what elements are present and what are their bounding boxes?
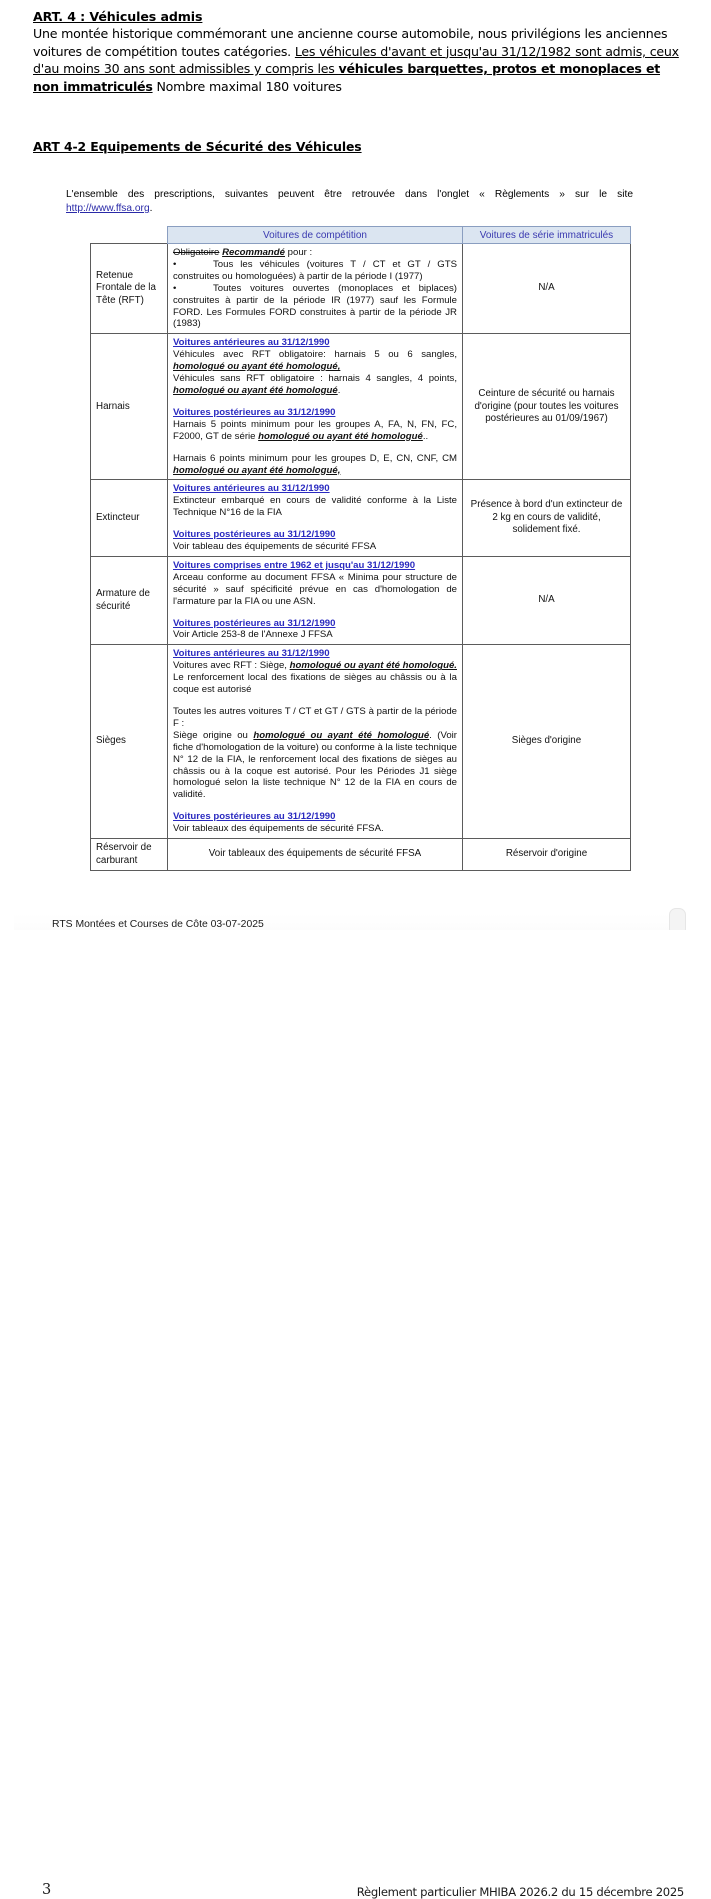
extincteur-sub2-title: Voitures postérieures au 31/12/1990	[173, 529, 336, 541]
table-row	[91, 839, 631, 871]
extincteur-sub1-text: Extincteur embarqué en cours de validité conforme à la Liste Technique N°16 de la FIA	[173, 495, 457, 519]
sieges-sub2-title: Voitures postérieures au 31/12/1990	[173, 811, 336, 823]
table-row	[91, 480, 631, 557]
header-registered-cars: Voitures de série immatriculés	[463, 227, 631, 244]
document-reference: Règlement particulier MHIBA 2026.2 du 15 décembre 2025	[356, 1885, 684, 1899]
sieges-sub1-emph-a: homologué ou ayant été homologué.	[289, 660, 457, 672]
rft-emph-word: Recommandé	[222, 247, 285, 258]
article-4-block	[33, 8, 683, 95]
rft-bullet-2-text: Toutes voitures ouvertes (monoplaces et biplaces) construites à partir de la période IR (1977) sauf les Formule FORD. Les Formules FORD construites à partir de la période JR (1983)	[173, 282, 457, 330]
row-competition-rft	[168, 244, 463, 334]
harnais-sub2-a	[173, 419, 457, 443]
table-header-row	[91, 227, 631, 244]
armature-sub1-text: Arceau conforme au document FFSA « Minima pour structure de sécurité » sauf spécificité prévue en cas d'homologation de l'armature par la FIA ou une ASN.	[173, 571, 457, 607]
article-4-title: ART. 4 : Véhicules admis	[33, 9, 203, 24]
header-category	[91, 227, 168, 244]
table-row	[91, 244, 631, 334]
sieges-sub1-body	[173, 660, 457, 696]
row-competition-harnais	[168, 334, 463, 480]
ffsa-website-link[interactable]: http://www.ffsa.org	[66, 203, 150, 214]
viewer-bottom-bar	[0, 930, 711, 1899]
harnais-sub1-title: Voitures antérieures au 31/12/1990	[173, 337, 330, 349]
harnais-sub2-emph-b: homologué ou ayant été homologué,	[173, 464, 341, 476]
rft-bullet-1: • Tous les véhicules (voitures T / CT et GT / GTS construites ou homologuées) à partir de la période I (1977)	[173, 258, 457, 282]
prescriptions-period: .	[149, 203, 153, 214]
harnais-sub1-emph-b: homologué ou ayant été homologué	[173, 384, 338, 396]
page-number: 3	[42, 1882, 52, 1898]
row-category-rft: Retenue Frontale de la Tête (RFT)	[91, 244, 168, 334]
armature-sub2-text: Voir Article 253-8 de l'Annexe J FFSA	[173, 629, 333, 641]
article-4-intro-text: Une montée historique commémorant une ancienne course automobile, nous privilégions les anciennes voitures de compétition toutes catégories.	[33, 26, 668, 59]
row-registered-harnais: Ceinture de sécurité ou harnais d'origine (pour toutes les voitures postérieures au 01/09/1967)	[463, 334, 631, 480]
rft-strike-word: Obligatoire	[173, 247, 220, 258]
sheet-footer-text: RTS Montées et Courses de Côte 03-07-2025	[52, 919, 264, 930]
table-row	[91, 334, 631, 480]
row-category-armature: Armature de sécurité	[91, 556, 168, 644]
harnais-sub2-text-b: Harnais 6 points minimum pour les groupes D, E, CN, CNF, CM	[173, 452, 457, 464]
harnais-sub1-text-a: Véhicules avec RFT obligatoire: harnais 5 ou 6 sangles,	[173, 349, 457, 361]
article-4-bold-text: véhicules barquettes, protos et monoplaces et non immatriculés	[33, 61, 661, 94]
article-4-paragraph	[33, 25, 683, 95]
harnais-sub2-emph-a: homologué ou ayant été homologué	[258, 430, 423, 442]
row-registered-reservoir: Réservoir d'origine	[463, 839, 631, 871]
armature-sub2-title: Voitures postérieures au 31/12/1990	[173, 617, 336, 629]
row-category-extincteur: Extincteur	[91, 480, 168, 557]
row-competition-reservoir: Voir tableaux des équipements de sécurité FFSA	[168, 839, 463, 871]
harnais-sub2-text-a: Harnais 5 points minimum pour les groupes A, FA, N, FN, FC, F2000, GT de série	[173, 418, 457, 442]
row-competition-sieges	[168, 645, 463, 839]
safety-equipment-table	[90, 226, 631, 871]
row-category-sieges: Sièges	[91, 645, 168, 839]
header-competition-cars: Voitures de compétition	[168, 227, 463, 244]
row-competition-extincteur	[168, 480, 463, 557]
harnais-sub1-emph-a: homologué ou ayant été homologué,	[173, 361, 341, 373]
harnais-sub2-title: Voitures postérieures au 31/12/1990	[173, 406, 336, 418]
harnais-sub2-b	[173, 453, 457, 477]
sieges-sub1-title: Voitures antérieures au 31/12/1990	[173, 648, 330, 660]
sieges-sub1-text-a: Voitures avec RFT : Siège,	[173, 660, 290, 672]
sieges-para2-c: . (Voir fiche d'homologation de la voiture) ou conforme à la liste technique N° 12 de la FIA, le renforcement local des fixations de sièges au châssis ou à la coque est autorisé. Pour les Périodes J1 siège homologué selon la liste technique N° 12 de la FIA en cours de validité.	[173, 729, 457, 801]
prescriptions-line-1: L'ensemble des prescriptions, suivantes peuvent être retrouvée dans l'onglet « Règlements » sur le site	[66, 189, 633, 200]
rft-lead	[173, 247, 457, 259]
sieges-para2-body	[173, 730, 457, 801]
harnais-sub1-text-b: Véhicules sans RFT obligatoire : harnais 4 sangles, 4 points,	[173, 373, 457, 385]
harnais-sub2-tail-a: ..	[422, 430, 429, 442]
sieges-para2-emph: homologué ou ayant été homologué	[253, 729, 430, 741]
article-4-2-title: ART 4-2 Equipements de Sécurité des Véhicules	[33, 139, 362, 154]
document-page	[0, 0, 711, 930]
prescriptions-paragraph	[66, 188, 633, 216]
row-competition-armature	[168, 556, 463, 644]
armature-sub1-title: Voitures comprises entre 1962 et jusqu'au 31/12/1990	[173, 559, 416, 571]
rft-bullet-1-text: Tous les véhicules (voitures T / CT et GT / GTS construites ou homologuées) à partir de la période I (1977)	[173, 258, 457, 282]
rft-lead-tail: pour :	[285, 247, 313, 258]
rft-bullet-2: • Toutes voitures ouvertes (monoplaces et biplaces) construites à partir de la période IR (1977) sauf les Formule FORD. Les Formules FORD construites à partir de la période JR (1983)	[173, 282, 457, 330]
sieges-sub1-text-b: Le renforcement local des fixations de sièges au châssis ou à la coque est autorisé	[173, 672, 457, 696]
harnais-sub1-tail-b: .	[337, 384, 341, 396]
sieges-sub2-text: Voir tableaux des équipements de sécurité FFSA.	[173, 823, 384, 835]
sieges-para2-a: Toutes les autres voitures T / CT et GT / GTS à partir de la période F :	[173, 706, 457, 729]
row-category-harnais: Harnais	[91, 334, 168, 480]
row-category-reservoir: Réservoir de carburant	[91, 839, 168, 871]
article-4-tail-text: Nombre maximal 180 voitures	[152, 78, 342, 94]
article-4-underlined-text: Les véhicules d'avant et jusqu'au 31/12/1982 sont admis, ceux d'au moins 30 ans sont admissibles y compris les	[33, 43, 679, 77]
harnais-sub1-b	[173, 373, 457, 397]
row-registered-extincteur: Présence à bord d'un extincteur de 2 kg en cours de validité, solidement fixé.	[463, 480, 631, 557]
sieges-para2-b: Siège origine ou	[173, 729, 254, 741]
harnais-sub1-a	[173, 349, 457, 373]
row-registered-armature: N/A	[463, 556, 631, 644]
extincteur-sub1-title: Voitures antérieures au 31/12/1990	[173, 483, 330, 495]
extincteur-sub2-text: Voir tableau des équipements de sécurité FFSA	[173, 541, 377, 553]
row-registered-rft: N/A	[463, 244, 631, 334]
table-row	[91, 645, 631, 839]
table-row	[91, 556, 631, 644]
row-registered-sieges: Sièges d'origine	[463, 645, 631, 839]
